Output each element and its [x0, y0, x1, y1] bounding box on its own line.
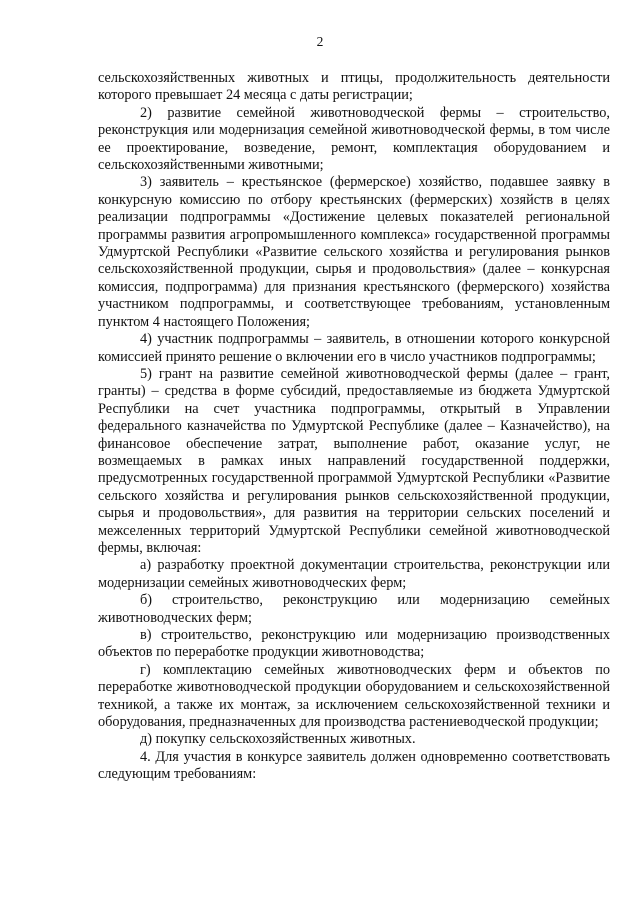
subitem-b: б) строительство, реконструкцию или модернизацию семейных животноводческих ферм;: [98, 592, 610, 626]
document-body: [98, 70, 610, 784]
page-number: 2: [316, 34, 324, 49]
subitem-d: д) покупку сельскохозяйственных животных.: [140, 731, 416, 748]
section-4-paragraph: 4. Для участия в конкурсе заявитель должен одновременно соответствовать следующим требованиям:: [98, 748, 610, 783]
subitem-a: а) разработку проектной документации строительства, реконструкции или модернизации семейных животноводческих ферм;: [98, 557, 610, 591]
paragraph-item-2: 2) развитие семейной животноводческой фермы – строительство, реконструкция или модернизация семейной животноводческой фермы, в том числе ее проектирование, возведение, ремонт, комплектация оборудованием и сельскохозяйственными животными;: [98, 104, 610, 174]
paragraph-continuation: сельскохозяйственных животных и птицы, продолжительность деятельности которого превышает 24 месяца с даты регистрации;: [98, 70, 610, 104]
subitem-g: г) комплектацию семейных животноводческих ферм и объектов по переработке животноводческой продукции оборудованием и сельскохозяйственной техникой, а также их монтаж, за исключением сельскохозяйственной техники и оборудования, предназначенных для производства растениеводческой продукции;: [98, 661, 610, 731]
paragraph-item-3: 3) заявитель – крестьянское (фермерское) хозяйство, подавшее заявку в конкурсную комиссию по отбору крестьянских (фермерских) хозяйств в целях реализации подпрограммы «Достижение целевых показателей региональной программы развития агропромышленного комплекса» государственной программы Удмуртской Республики «Развитие сельского хозяйства и регулирования рынков сельскохозяйственной продукции, сырья и продовольствия» (далее – конкурсная комиссия, подпрограмма) для признания крестьянского (фермерского) хозяйства участником подпрограммы, и соответствующее требованиям, установленным пунктом 4 настоящего Положения;: [98, 174, 610, 330]
paragraph-item-4: 4) участник подпрограммы – заявитель, в отношении которого конкурсной комиссией принято решение о включении его в число участников подпрограммы;: [98, 331, 610, 365]
paragraph-item-5: 5) грант на развитие семейной животноводческой фермы (далее – грант, гранты) – средства в форме субсидий, предоставляемые из бюджета Удмуртской Республики на счет участника подпрограммы, открытый в Управлении федерального казначейства по Удмуртской Республике (далее – Казначейство), на финансовое обеспечение затрат, выполнение работ, оказание услуг, не возмещаемых в рамках иных направлений государственной поддержки, предусмотренных государственной программой Удмуртской Республики «Развитие сельского хозяйства и регулирования рынков сельскохозяйственной продукции, сырья и продовольствия», для развития на территории сельских поселений и межселенных территорий Удмуртской Республики семейной животноводческой фермы, включая:: [98, 365, 610, 556]
subitem-v: в) строительство, реконструкцию или модернизацию производственных объектов по переработке продукции животноводства;: [98, 627, 610, 661]
